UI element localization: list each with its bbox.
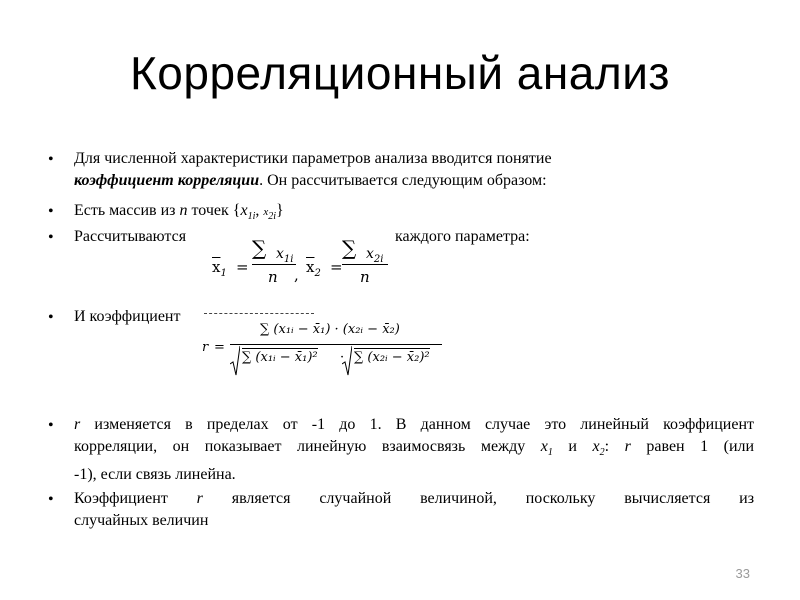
correlation-term: коэффициент корреляции bbox=[74, 172, 260, 189]
var-x2-sub: 2i bbox=[268, 211, 277, 223]
var-x1-sub: 1i bbox=[247, 211, 256, 223]
var-x2: x bbox=[263, 206, 269, 218]
x1i-sub: 1i bbox=[283, 254, 294, 265]
var-x2-b5-sub: 2 bbox=[599, 447, 605, 459]
x1-bar-sub: 1 bbox=[220, 268, 227, 279]
bullet-6-line1 bbox=[74, 488, 754, 510]
bullet-1-line1: Для численной характеристики параметров анализа вводится понятие bbox=[74, 150, 552, 167]
corr-r: r bbox=[202, 340, 209, 355]
corr-equals: = bbox=[214, 340, 225, 355]
bullet-5-line1 bbox=[74, 414, 754, 436]
bullet-1-rest: . Он рассчитывается следующим образом: bbox=[259, 172, 547, 189]
sum-term-2 bbox=[366, 244, 383, 265]
sigma-symbol: ∑ bbox=[252, 236, 267, 260]
x2-bar bbox=[306, 258, 321, 279]
corr-fraction-line bbox=[230, 344, 442, 345]
corr-denominator-1: ∑ (x₁ᵢ − x̄₁)² bbox=[242, 350, 318, 365]
bullet-2-prefix: Есть массив из bbox=[74, 202, 176, 219]
bullet-5-line3: -1), если связь линейна. bbox=[74, 466, 236, 484]
var-x1-b5: x bbox=[540, 438, 548, 455]
bullet-5-line2 bbox=[74, 436, 754, 464]
bullet-dot: • bbox=[48, 203, 54, 220]
var-x2-b5: x bbox=[592, 438, 600, 455]
sum-term-1 bbox=[276, 244, 293, 265]
bullet-5-text bbox=[74, 414, 754, 486]
corr-denominator-2: ∑ (x₂ᵢ − x̄₂)² bbox=[354, 350, 430, 365]
var-n: n bbox=[179, 202, 188, 219]
correlation-formula bbox=[202, 322, 442, 382]
bullet-dot: • bbox=[48, 151, 54, 168]
bullet-dot: • bbox=[48, 229, 54, 246]
x2i: x bbox=[366, 246, 374, 262]
x2i-sub: 2i bbox=[373, 254, 384, 265]
comma: , bbox=[255, 202, 260, 219]
denominator-n-2: n bbox=[360, 268, 370, 286]
bullet-dot: • bbox=[48, 491, 54, 508]
bullet-3-right: каждого параметра: bbox=[395, 228, 530, 245]
bullet-5-line2a: корреляции, он показывает линейную взаимосвязь между bbox=[74, 438, 526, 455]
hidden-text-line bbox=[204, 313, 314, 314]
bullet-6-pre: Коэффициент bbox=[74, 490, 168, 507]
bullet-1-text bbox=[74, 148, 754, 192]
bullet-dot: • bbox=[48, 417, 54, 434]
sqrt-icon bbox=[230, 344, 240, 376]
x2-bar-sub: 2 bbox=[314, 268, 321, 279]
word-and: и bbox=[568, 438, 577, 455]
bullet-5-line2b: равен 1 (или bbox=[646, 438, 755, 455]
x1-bar-symbol: $\overline{x}$ bbox=[212, 258, 221, 276]
denominator-n: n bbox=[268, 268, 278, 286]
bullet-dot: • bbox=[48, 309, 54, 326]
bullet-3-left: Рассчитываются bbox=[74, 228, 187, 245]
x1i: x bbox=[276, 246, 284, 262]
comma-separator: , bbox=[294, 266, 299, 284]
bullet-1-line2 bbox=[74, 170, 754, 192]
bullet-2-mid: точек { bbox=[191, 202, 241, 219]
bullet-6-text bbox=[74, 488, 754, 532]
bullet-6-line2: случайных величин bbox=[74, 512, 209, 529]
brace-close: } bbox=[276, 202, 284, 219]
corr-dot: · bbox=[340, 350, 345, 365]
equals-sign-2: = bbox=[330, 258, 343, 276]
slide-title: Корреляционный анализ bbox=[129, 47, 671, 99]
bullet-6-line1-text: является случайной величиной, поскольку вычисляется из bbox=[231, 490, 755, 507]
bullet-2-text bbox=[74, 200, 754, 228]
var-r-2: r bbox=[624, 438, 631, 455]
x1-bar bbox=[212, 258, 227, 279]
var-r-b6: r bbox=[196, 490, 203, 507]
x2-bar-symbol: $\overline{x}$ bbox=[306, 258, 315, 276]
fraction-line bbox=[252, 264, 296, 265]
var-x1-b5-sub: 1 bbox=[547, 447, 553, 459]
bullet-5-line1-text: изменяется в пределах от -1 до 1. В данном случае это линейный коэффициент bbox=[94, 416, 755, 433]
fraction-line-2 bbox=[342, 264, 388, 265]
bullet-4-left: И коэффициент bbox=[74, 308, 181, 325]
var-x1: x bbox=[240, 202, 248, 219]
equals-sign: = bbox=[236, 258, 249, 276]
corr-numerator: ∑ (x₁ᵢ − x̄₁) · (x₂ᵢ − x̄₂) bbox=[260, 322, 400, 337]
page-number: 33 bbox=[735, 566, 750, 581]
sqrt-icon-2 bbox=[342, 344, 352, 376]
colon: : bbox=[604, 438, 610, 455]
var-r: r bbox=[74, 416, 81, 433]
sigma-symbol-2: ∑ bbox=[342, 236, 357, 260]
